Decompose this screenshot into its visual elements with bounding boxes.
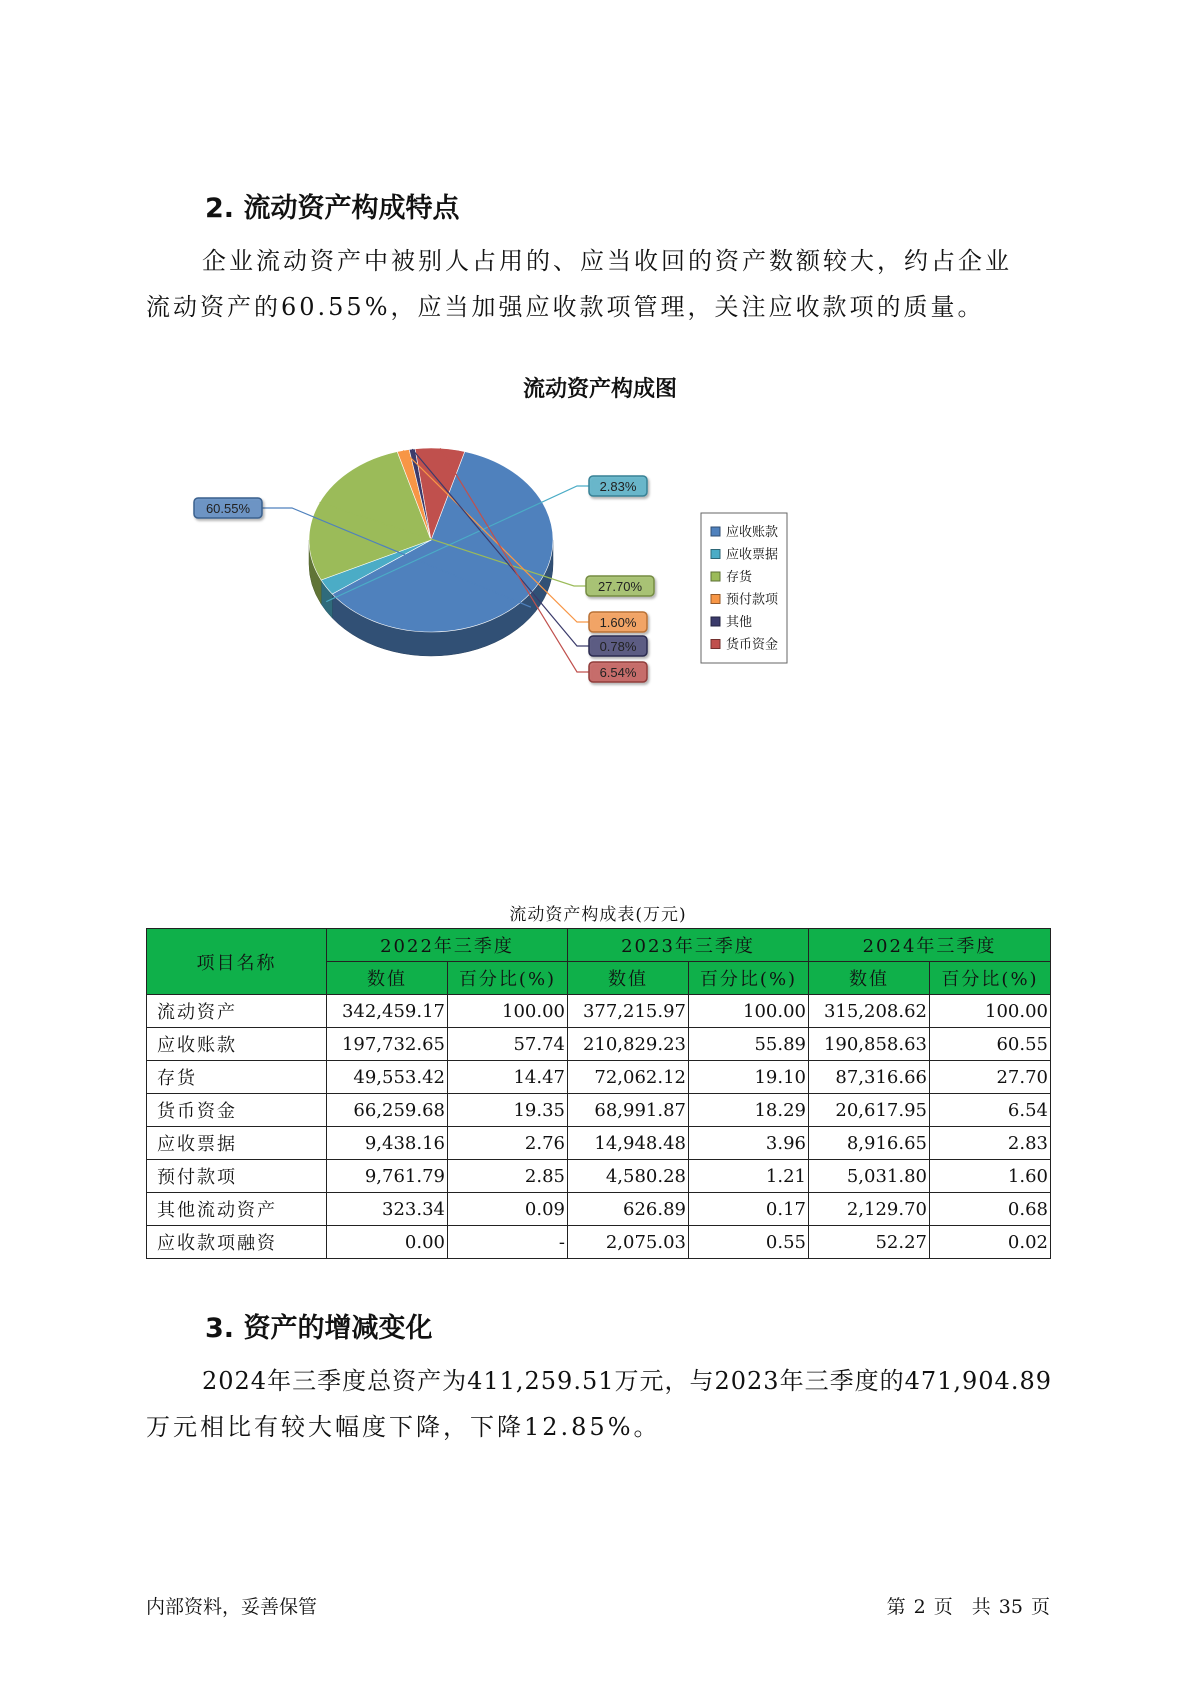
legend-label: 预付款项: [726, 592, 779, 608]
percent-cell: 3.96: [689, 1127, 809, 1160]
row-name-cell: 其他流动资产: [147, 1193, 327, 1226]
value-cell: 49,553.42: [327, 1061, 448, 1094]
value-cell: 4,580.28: [568, 1160, 689, 1193]
pie-chart: [0, 0, 1191, 720]
period-header: 2024年三季度: [809, 929, 1051, 962]
percent-cell: 0.55: [689, 1226, 809, 1259]
value-cell: 342,459.17: [327, 995, 448, 1028]
row-name-cell: 应收款项融资: [147, 1226, 327, 1259]
data-label: 6.54%: [599, 665, 637, 680]
value-cell: 20,617.95: [809, 1094, 930, 1127]
value-subheader: 数值: [809, 962, 930, 995]
percent-cell: 2.83: [930, 1127, 1051, 1160]
percent-cell: 1.21: [689, 1160, 809, 1193]
row-name-cell: 货币资金: [147, 1094, 327, 1127]
value-cell: 210,829.23: [568, 1028, 689, 1061]
value-cell: 52.27: [809, 1226, 930, 1259]
value-subheader: 数值: [327, 962, 448, 995]
percent-cell: 60.55: [930, 1028, 1051, 1061]
value-cell: 315,208.62: [809, 995, 930, 1028]
percent-cell: 55.89: [689, 1028, 809, 1061]
value-cell: 2,075.03: [568, 1226, 689, 1259]
value-subheader: 数值: [568, 962, 689, 995]
legend-swatch: [711, 617, 720, 626]
value-cell: 626.89: [568, 1193, 689, 1226]
legend-swatch: [711, 550, 720, 559]
legend-swatch: [711, 527, 720, 536]
table-row: [147, 1226, 1051, 1259]
legend-label: 应收账款: [726, 525, 779, 540]
legend-swatch: [711, 572, 720, 581]
legend: [701, 513, 787, 663]
percent-cell: 27.70: [930, 1061, 1051, 1094]
percent-cell: 6.54: [930, 1094, 1051, 1127]
percent-cell: 0.02: [930, 1226, 1051, 1259]
legend-swatch: [711, 640, 720, 649]
row-name-cell: 应收票据: [147, 1127, 327, 1160]
value-cell: 9,761.79: [327, 1160, 448, 1193]
section-2-heading: 2. 流动资产构成特点: [205, 193, 460, 224]
percent-cell: 100.00: [930, 995, 1051, 1028]
percent-cell: 19.10: [689, 1061, 809, 1094]
legend-label: 存货: [726, 570, 753, 585]
paragraph-line: 企业流动资产中被别人占用的、应当收回的资产数额较大，约占企业: [202, 247, 1012, 275]
data-label: 2.83%: [599, 479, 637, 494]
footer-left: 内部资料，妥善保管: [146, 1596, 318, 1618]
table-row: [147, 1193, 1051, 1226]
section-3-paragraph: [146, 1358, 1066, 1450]
table-row: [147, 1061, 1051, 1094]
chart-title: 流动资产构成图: [522, 377, 677, 402]
row-name-cell: 应收账款: [147, 1028, 327, 1061]
data-label: 60.55%: [205, 501, 251, 516]
value-cell: 14,948.48: [568, 1127, 689, 1160]
value-cell: 66,259.68: [327, 1094, 448, 1127]
value-cell: 323.34: [327, 1193, 448, 1226]
section-3-heading: 3. 资产的增减变化: [205, 1313, 433, 1344]
table-row: [147, 1127, 1051, 1160]
value-cell: 68,991.87: [568, 1094, 689, 1127]
percent-subheader: 百分比(%): [689, 962, 809, 995]
percent-cell: 2.85: [448, 1160, 568, 1193]
percent-cell: 0.68: [930, 1193, 1051, 1226]
percent-cell: 0.17: [689, 1193, 809, 1226]
percent-cell: 1.60: [930, 1160, 1051, 1193]
data-label: 0.78%: [599, 639, 637, 654]
percent-subheader: 百分比(%): [448, 962, 568, 995]
row-name-cell: 流动资产: [147, 995, 327, 1028]
value-cell: 72,062.12: [568, 1061, 689, 1094]
value-cell: 9,438.16: [327, 1127, 448, 1160]
value-cell: 0.00: [327, 1226, 448, 1259]
paragraph-line: 万元相比有较大幅度下降，下降12.85%。: [146, 1413, 661, 1441]
value-cell: 197,732.65: [327, 1028, 448, 1061]
data-label: 1.60%: [599, 615, 637, 630]
percent-cell: -: [448, 1226, 568, 1259]
paragraph-line: 流动资产的60.55%，应当加强应收款项管理，关注应收款项的质量。: [146, 293, 985, 321]
percent-cell: 0.09: [448, 1193, 568, 1226]
footer-page-number: 第 2 页 共 35 页: [886, 1596, 1050, 1618]
percent-cell: 2.76: [448, 1127, 568, 1160]
percent-cell: 18.29: [689, 1094, 809, 1127]
paragraph-line: 2024年三季度总资产为411,259.51万元，与2023年三季度的471,904.89: [202, 1367, 1052, 1395]
table-row: [147, 995, 1051, 1028]
legend-label: 其他: [726, 615, 753, 630]
value-cell: 2,129.70: [809, 1193, 930, 1226]
period-header: 2023年三季度: [568, 929, 809, 962]
table-row: [147, 1028, 1051, 1061]
value-cell: 5,031.80: [809, 1160, 930, 1193]
table-row: [147, 1160, 1051, 1193]
data-label: 27.70%: [597, 579, 643, 594]
percent-cell: 14.47: [448, 1061, 568, 1094]
table-caption: 流动资产构成表(万元): [509, 905, 687, 925]
percent-cell: 19.35: [448, 1094, 568, 1127]
value-cell: 87,316.66: [809, 1061, 930, 1094]
percent-cell: 100.00: [689, 995, 809, 1028]
percent-cell: 57.74: [448, 1028, 568, 1061]
period-header: 2022年三季度: [327, 929, 568, 962]
legend-swatch: [711, 595, 720, 604]
current-assets-table: [146, 928, 1051, 1259]
percent-subheader: 百分比(%): [930, 962, 1051, 995]
value-cell: 377,215.97: [568, 995, 689, 1028]
item-name-header: 项目名称: [147, 929, 327, 995]
value-cell: 8,916.65: [809, 1127, 930, 1160]
row-name-cell: 预付款项: [147, 1160, 327, 1193]
legend-label: 应收票据: [726, 547, 779, 563]
legend-label: 货币资金: [726, 637, 779, 653]
table-row: [147, 1094, 1051, 1127]
row-name-cell: 存货: [147, 1061, 327, 1094]
percent-cell: 100.00: [448, 995, 568, 1028]
value-cell: 190,858.63: [809, 1028, 930, 1061]
